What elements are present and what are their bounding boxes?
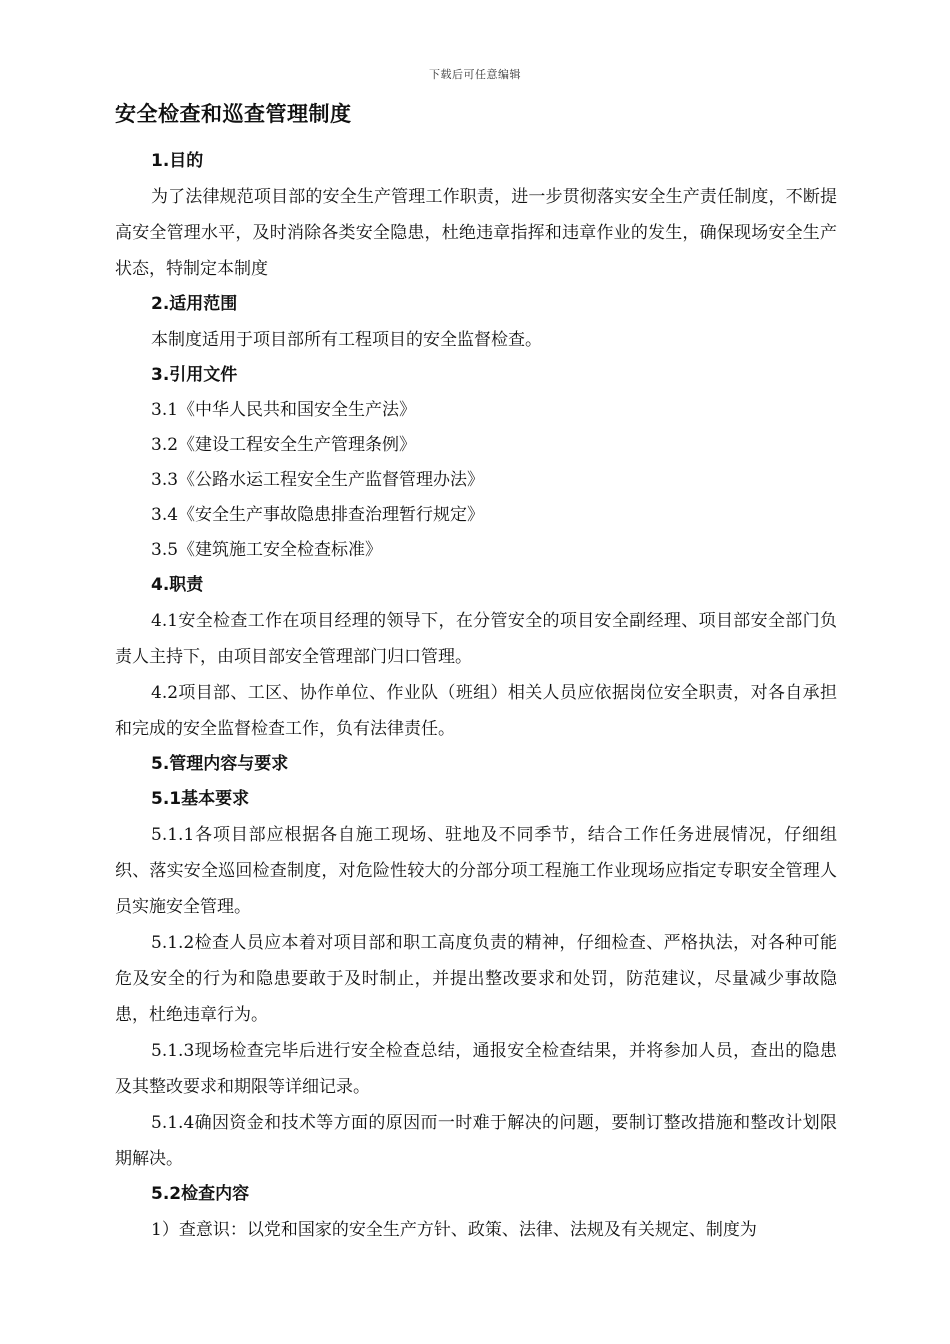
reference-item: 3.1《中华人民共和国安全生产法》	[151, 400, 417, 420]
requirement-paragraph: 5.1.3现场检查完毕后进行安全检查总结，通报安全检查结果，并将参加人员，查出的隐患及其整改要求和期限等详细记录。	[115, 1041, 837, 1097]
inspection-content-paragraph: 1）查意识：以党和国家的安全生产方针、政策、法律、法规及有关规定、制度为	[151, 1220, 757, 1240]
section-heading-references: 3.引用文件	[151, 365, 238, 385]
requirement-paragraph: 5.1.1各项目部应根据各自施工现场、驻地及不同季节，结合工作任务进展情况，仔细组织、落实安全巡回检查制度，对危险性较大的分部分项工程施工作业现场应指定专职安全管理人员实施安全管理。	[115, 825, 837, 917]
subsection-heading-inspection-content: 5.2检查内容	[151, 1184, 250, 1204]
requirement-paragraph: 5.1.4确因资金和技术等方面的原因而一时难于解决的问题，要制订整改措施和整改计划限期解决。	[115, 1113, 837, 1169]
responsibility-paragraph: 4.1安全检查工作在项目经理的领导下，在分管安全的项目安全副经理、项目部安全部门负责人主持下，由项目部安全管理部门归口管理。	[115, 611, 837, 667]
responsibility-paragraph: 4.2项目部、工区、协作单位、作业队（班组）相关人员应依据岗位安全职责，对各自承担和完成的安全监督检查工作，负有法律责任。	[115, 683, 837, 739]
section-heading-scope: 2.适用范围	[151, 294, 238, 314]
section-heading-management: 5.管理内容与要求	[151, 754, 289, 774]
requirement-paragraph: 5.1.2检查人员应本着对项目部和职工高度负责的精神，仔细检查、严格执法，对各种可能危及安全的行为和隐患要敢于及时制止，并提出整改要求和处罚，防范建议，尽量减少事故隐患，杜绝违章行为。	[115, 933, 837, 1025]
section-heading-purpose: 1.目的	[151, 151, 204, 171]
document-body	[115, 144, 837, 1248]
reference-item: 3.4《安全生产事故隐患排查治理暂行规定》	[151, 505, 485, 525]
header-note: 下载后可任意编辑	[429, 68, 521, 81]
section-heading-responsibilities: 4.职责	[151, 575, 204, 595]
subsection-heading-basic-requirements: 5.1基本要求	[151, 789, 250, 809]
document-title: 安全检查和巡查管理制度	[115, 102, 352, 126]
reference-item: 3.5《建筑施工安全检查标准》	[151, 540, 383, 560]
reference-item: 3.3《公路水运工程安全生产监督管理办法》	[151, 470, 485, 490]
purpose-paragraph: 为了法律规范项目部的安全生产管理工作职责，进一步贯彻落实安全生产责任制度，不断提高安全管理水平，及时消除各类安全隐患，杜绝违章指挥和违章作业的发生，确保现场安全生产状态，特制定本制度	[115, 187, 837, 279]
reference-item: 3.2《建设工程安全生产管理条例》	[151, 435, 417, 455]
scope-paragraph: 本制度适用于项目部所有工程项目的安全监督检查。	[151, 330, 542, 350]
